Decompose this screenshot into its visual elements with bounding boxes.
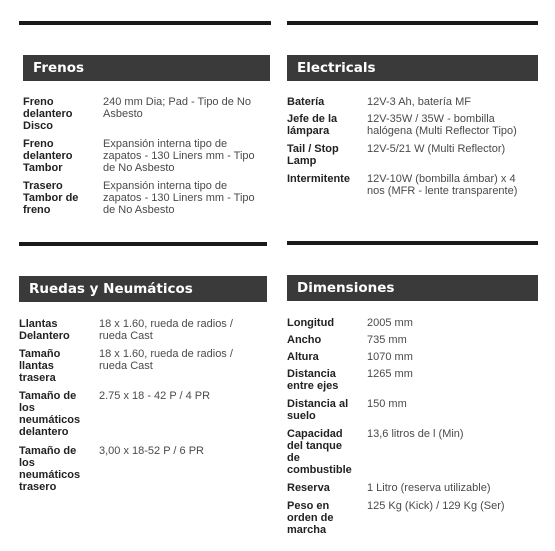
- spec-value: 2005 mm: [367, 317, 413, 329]
- divider-rule: [19, 21, 271, 25]
- spec-value: 150 mm: [367, 398, 407, 410]
- spec-label: Peso en orden de marcha: [287, 500, 334, 536]
- spec-value: 1070 mm: [367, 351, 413, 363]
- spec-label: Longitud: [287, 317, 335, 329]
- spec-value: 3,00 x 18-52 P / 6 PR: [99, 445, 204, 457]
- spec-label: Tamaño de los neumáticos trasero: [19, 445, 81, 493]
- spec-table-dimensiones: [287, 317, 542, 547]
- spec-value: 12V-5/21 W (Multi Reflector): [367, 143, 506, 155]
- spec-value: 735 mm: [367, 334, 407, 346]
- spec-label: Freno delantero Tambor: [23, 138, 73, 174]
- spec-label: Llantas Delantero: [19, 318, 70, 342]
- spec-value: 2.75 x 18 - 42 P / 4 PR: [99, 390, 211, 402]
- spec-value: 1265 mm: [367, 368, 413, 380]
- spec-label: Jefe de la lámpara: [287, 113, 338, 137]
- divider-rule: [287, 241, 538, 245]
- section-header-electricals: Electricals: [287, 55, 538, 81]
- divider-rule: [287, 21, 538, 25]
- spec-value: 18 x 1.60, rueda de radios / rueda Cast: [99, 348, 233, 372]
- spec-label: Ancho: [287, 334, 322, 346]
- spec-label: Batería: [287, 96, 325, 108]
- spec-table-ruedas: [19, 318, 269, 498]
- spec-label: Tamaño llantas trasera: [19, 348, 61, 384]
- spec-label: Altura: [287, 351, 319, 363]
- spec-label: Tail / Stop Lamp: [287, 143, 339, 167]
- spec-label: Reserva: [287, 482, 330, 494]
- section-header-ruedas: Ruedas y Neumáticos: [19, 276, 267, 302]
- spec-value: 13,6 litros de l (Min): [367, 428, 464, 440]
- spec-table-electricals: [287, 96, 542, 206]
- spec-value: 240 mm Dia; Pad - Tipo de No Asbesto: [103, 96, 251, 120]
- spec-value: Expansión interna tipo de zapatos - 130 Liners mm - Tipo de No Asbesto: [103, 138, 255, 174]
- spec-label: Intermitente: [287, 173, 350, 185]
- spec-value: 18 x 1.60, rueda de radios / rueda Cast: [99, 318, 233, 342]
- spec-label: Tamaño de los neumáticos delantero: [19, 390, 81, 438]
- spec-label: Distancia al suelo: [287, 398, 349, 422]
- spec-value: 125 Kg (Kick) / 129 Kg (Ser): [367, 500, 505, 512]
- spec-value: 12V-35W / 35W - bombilla halógena (Multi Reflector Tipo): [367, 113, 517, 137]
- spec-value: Expansión interna tipo de zapatos - 130 Liners mm - Tipo de No Asbesto: [103, 180, 255, 216]
- spec-table-frenos: [23, 96, 273, 226]
- spec-label: Trasero Tambor de freno: [23, 180, 79, 216]
- spec-label: Distancia entre ejes: [287, 368, 339, 392]
- section-header-dimensiones: Dimensiones: [287, 275, 538, 301]
- spec-value: 12V-10W (bombilla ámbar) x 4 nos (MFR - lente transparente): [367, 173, 518, 197]
- spec-label: Freno delantero Disco: [23, 96, 73, 132]
- divider-rule: [19, 242, 267, 246]
- spec-value: 1 Litro (reserva utilizable): [367, 482, 491, 494]
- spec-label: Capacidad del tanque de combustible: [287, 428, 352, 476]
- spec-value: 12V-3 Ah, batería MF: [367, 96, 471, 108]
- section-header-frenos: Frenos: [23, 55, 270, 81]
